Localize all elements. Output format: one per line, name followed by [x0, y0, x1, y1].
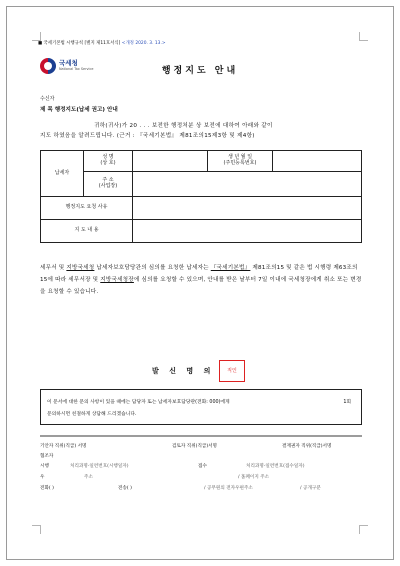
appeal-text-2: 지방국세청 [66, 265, 95, 271]
footer-fax: 전송( ) [118, 486, 132, 491]
sender-name-label: 발 신 명 의 [152, 367, 215, 375]
guidance-content-label: 지 도 내 용 [41, 220, 133, 243]
appeal-text-7: 에 심의를 요청할 수 있으며, 안내를 받은 날부터 7일 이내에 국세청장에게 취소 또는 변경을 요청할 수 있습니다. [40, 277, 362, 295]
inquiry-note-line-1: 이 문서에 대한 문의 사항이 있을 때에는 담당자 또는 납세자보호담당관(전화: 000)에게 [47, 400, 230, 405]
footer-phone: 전화( ) [40, 486, 54, 491]
intro-line-1: 귀하(귀사)가 20 . . . 보전한 행정처분 상 보전에 대하여 아래와 같이 [94, 123, 273, 129]
footer-email: / 공무원의 전자우편주소 [204, 486, 253, 491]
footer-zip-label: 우 [40, 475, 45, 480]
footer-enforce-label: 시행 [40, 464, 49, 469]
footer-approver: 결재권자 직위(직급)서명 [282, 444, 332, 449]
request-reason-label: 행정지도 요청 사유 [41, 197, 133, 220]
recipient-label: 수신자 [40, 96, 55, 102]
address-label: 주 소 (사업장) [84, 172, 133, 197]
appeal-text-4: 『국세기본법』 [210, 265, 251, 271]
taxpayer-info-table [40, 150, 362, 243]
appeal-text-6: 지방국세청장 [100, 277, 134, 283]
name-value[interactable] [133, 151, 208, 172]
footer-enforce-value: 처리과명-일련번호(시행일자) [70, 464, 129, 469]
footer-disclosure: / 공개구분 [300, 486, 321, 491]
guidance-content-value[interactable] [133, 220, 362, 243]
footer-divider [40, 435, 362, 437]
crop-mark [359, 525, 368, 534]
footer-reviewer: 검토자 직위(직급)서명 [172, 444, 217, 449]
footer-drafter: 기안자 직위(직급) 서명 [40, 444, 87, 449]
footer-receipt-value: 처리과명-일련번호(접수일자) [246, 464, 305, 469]
footer-receipt-label: 접수 [198, 464, 207, 469]
appeal-text-1: 세무서 및 [40, 265, 67, 271]
inquiry-note-box [40, 389, 362, 425]
crop-mark [359, 32, 368, 41]
footer-homepage: / 홈페이지 주소 [238, 475, 270, 480]
birthdate-value[interactable] [273, 151, 362, 172]
name-label: 성 명 (상 호) [84, 151, 133, 172]
appeal-text-5: 제81조의15 및 같은 법 시행령 제63조의15에 따라 세무서장 및 [40, 265, 358, 283]
birthdate-label: 생 년 월 일 (주민등록번호) [208, 151, 273, 172]
document-title: 행정지도 안내 [161, 66, 239, 76]
form-revision-date: <개정 2020. 3. 13.> [121, 41, 166, 46]
agency-logo-subtext: National Tax Service [59, 67, 94, 71]
taxpayer-label: 납세자 [41, 151, 84, 197]
intro-line-2: 지도 하였음을 알려드립니다. (근거 : 『국세기본법』 제81조의15제3항 및 제4항) [40, 133, 255, 139]
form-reference-text: ■ 국세기본법 시행규칙 [별지 제11호서식] [38, 41, 122, 46]
inquiry-note-count: 1회 [343, 400, 351, 405]
appeal-text-3: 납세자보호담당관의 심의를 요청한 납세자는 [94, 265, 211, 271]
footer-address: 주소 [84, 475, 93, 480]
address-value[interactable] [133, 172, 362, 197]
request-reason-value[interactable] [133, 197, 362, 220]
official-seal: 직인 [219, 360, 245, 382]
crop-mark [32, 525, 41, 534]
subject-line: 제 목 행정지도(납세 권고) 안내 [40, 107, 118, 113]
form-reference [38, 40, 166, 46]
footer-cooperator: 협조자 [40, 454, 54, 459]
appeal-paragraph [40, 262, 362, 298]
inquiry-note-line-2: 문의하시면 친절하게 상담해 드리겠습니다. [47, 412, 137, 417]
agency-logo-text: 국세청 [59, 59, 78, 67]
